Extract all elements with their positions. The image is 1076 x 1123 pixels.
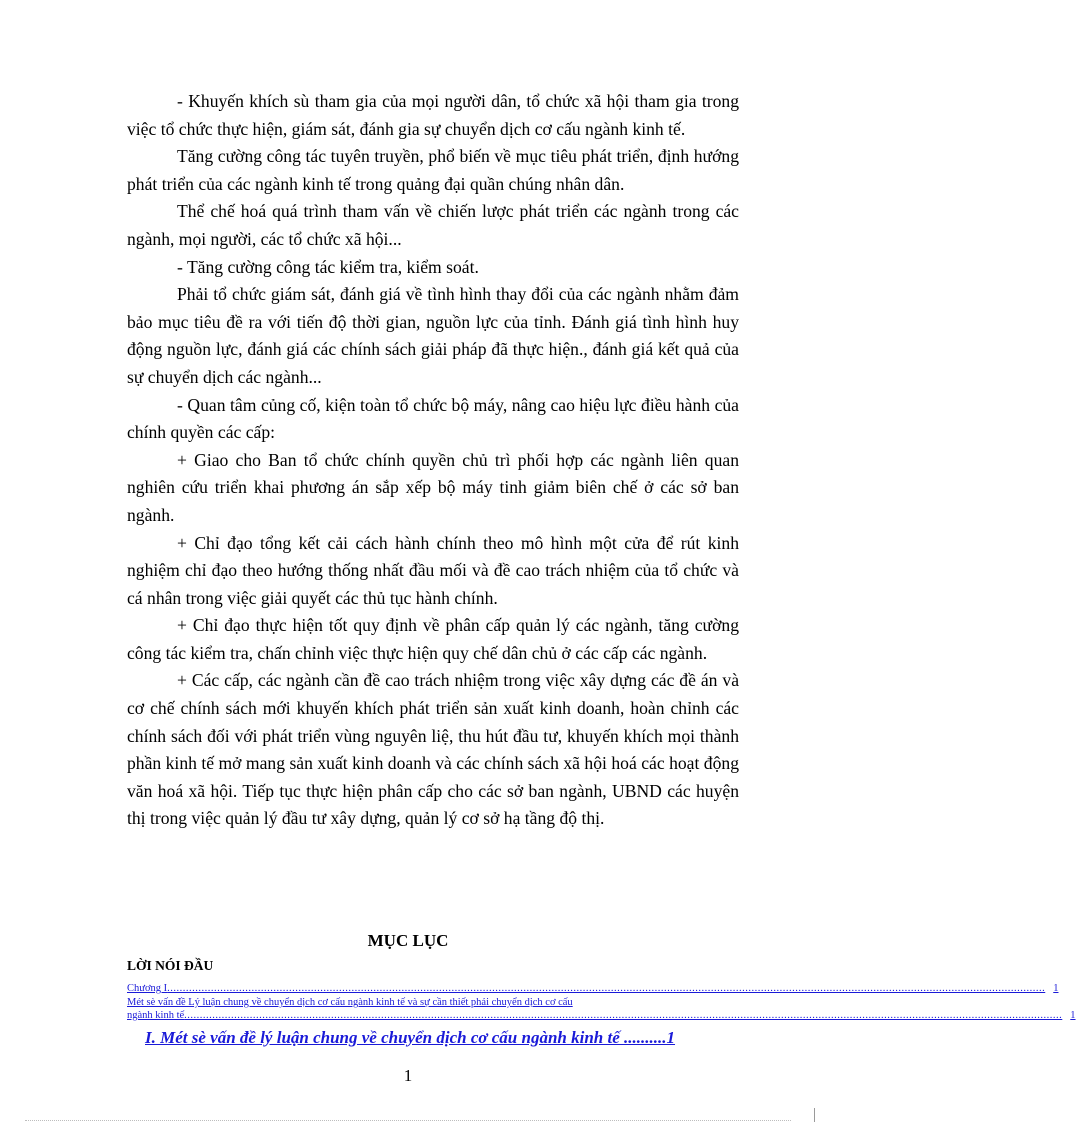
toc-page-number[interactable]: 1 [1070,1010,1076,1021]
paragraph-inspection: - Tăng cường công tác kiểm tra, kiểm soát. [177,256,479,277]
toc-entry-text-cont[interactable]: ngành kinh tế [127,1010,185,1021]
page-number: 1 [403,1066,413,1085]
paragraph-assign-board: + Giao cho Ban tổ chức chính quyền chủ trì phối hợp các ngành liên quan nghiên cứu triển khai phương án sắp xếp bộ máy tinh giảm biên chế ở các sở ban ngành. [127,449,739,525]
toc-leader-dots: ......................................................................................................................................................................................................................................................................................... [167,983,1046,994]
body-text [127,88,739,833]
toc-leader-dots: ......................................................................................................................................................................................................................................................................................... [184,1010,1063,1021]
paragraph-consolidate-apparatus: - Quan tâm củng cố, kiện toàn tổ chức bộ máy, nâng cao hiệu lực điều hành của chính quyền các cấp: [127,394,739,443]
toc-entry-theory[interactable] [127,996,1076,1022]
toc-heading: LỜI NÓI ĐẦU [127,958,214,973]
toc-title: MỤC LỤC [367,931,449,950]
paragraph-responsibility: + Các cấp, các ngành cần đề cao trách nhiệm trong việc xây dựng các đề án và cơ chế chính sách mới khuyến khích phát triển sản xuất kinh doanh, hoàn chỉnh các chính sách đối với phát triển vùng nguyên liệ, thu hút đầu tư, khuyến khích mọi thành phần kinh tế mở mang sản xuất kinh doanh và các chính sách xã hội hoá các hoạt động văn hoá xã hội. Tiếp tục thực hiện phân cấp cho các sở ban ngành, UBND các huyện thị trong việc quản lý đầu tư xây dựng, quản lý cơ sở hạ tầng độ thị. [127,670,739,829]
paragraph-admin-reform: + Chỉ đạo tổng kết cải cách hành chính theo mô hình một cửa để rút kinh nghiệm chỉ đạo theo hướng thống nhất đầu mối và đề cao trách nhiệm của tổ chức và cá nhân trong việc giải quyết các thủ tục hành chính. [127,532,739,608]
paragraph-institutionalize: Thể chế hoá quá trình tham vấn về chiến lược phát triển các ngành trong các ngành, mọi người, các tổ chức xã hội... [127,201,739,249]
paragraph-propaganda: Tăng cường công tác tuyên truyền, phổ biến về mục tiêu phát triển, định hướng phát triển của các ngành kinh tế trong quảng đại quần chúng nhân dân. [127,146,739,194]
paragraph-supervision: Phải tổ chức giám sát, đánh giá về tình hình thay đổi của các ngành nhằm đảm bảo mục tiêu đề ra với tiến độ thời gian, nguồn lực của tỉnh. Đánh giá tình hình huy động nguồn lực, đánh giá các chính sách giải pháp đã thực hiện., đánh giá kết quả của sự chuyển dịch các ngành... [127,284,739,387]
toc-entry-chapter-1[interactable] [127,982,1059,995]
footer-divider [25,1120,791,1121]
toc-entry-section-1[interactable]: I. Mét sè vấn đề lý luận chung về chuyển dịch cơ cấu ngành kinh tế ..........1 [145,1028,676,1047]
paragraph-decentralization: + Chỉ đạo thực hiện tốt quy định về phân cấp quản lý các ngành, tăng cường công tác kiểm tra, chấn chỉnh việc thực hiện quy chế dân chủ ở các cấp các ngành. [127,615,739,663]
footer-mark [814,1108,815,1122]
toc-entry-text[interactable]: Chương I [127,983,168,994]
paragraph-encourage-participation: - Khuyến khích sù tham gia của mọi người dân, tổ chức xã hội tham gia trong việc tổ chức thực hiện, giám sát, đánh gia sự chuyển dịch cơ cấu ngành kinh tế. [127,91,739,139]
toc-entry-text[interactable]: Mét sè vấn đề Lý luận chung về chuyển dịch cơ cấu ngành kinh tế và sự cần thiết phải chuyển dịch cơ cấu [127,997,573,1008]
toc-page-number[interactable]: 1 [1053,983,1059,994]
